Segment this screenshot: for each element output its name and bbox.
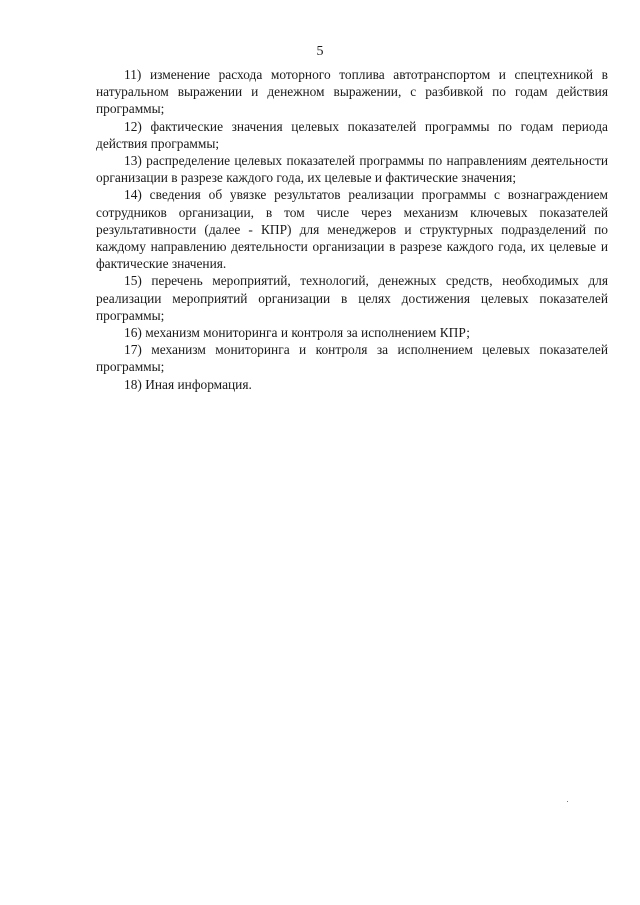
page-number: 5 [316,44,324,59]
list-item-11: 11) изменение расхода моторного топлива автотранспортом и спецтехникой в натуральном выражении и денежном выражении, с разбивкой по годам действия программы; [96,67,608,117]
document-body [96,66,608,393]
list-item-13: 13) распределение целевых показателей программы по направлениям деятельности организации в разрезе каждого года, их целевые и фактические значения; [96,153,608,186]
list-item-15: 15) перечень мероприятий, технологий, денежных средств, необходимых для реализации мероприятий организации в целях достижения целевых показателей программы; [96,273,608,323]
list-item-16: 16) механизм мониторинга и контроля за исполнением КПР; [124,325,470,341]
list-item-14: 14) сведения об увязке результатов реализации программы с вознаграждением сотрудников организации, в том числе через механизм ключевых показателей результативности (далее - КПР) для менеджеров и структурных подразделений по каждому направлению деятельности организации в разрезе каждого года, их целевые и фактические значения. [96,187,608,272]
list-item-17: 17) механизм мониторинга и контроля за исполнением целевых показателей программы; [96,342,608,375]
scan-dot [567,801,568,802]
list-item-12: 12) фактические значения целевых показателей программы по годам периода действия программы; [96,118,608,151]
list-item-18: 18) Иная информация. [124,376,252,392]
